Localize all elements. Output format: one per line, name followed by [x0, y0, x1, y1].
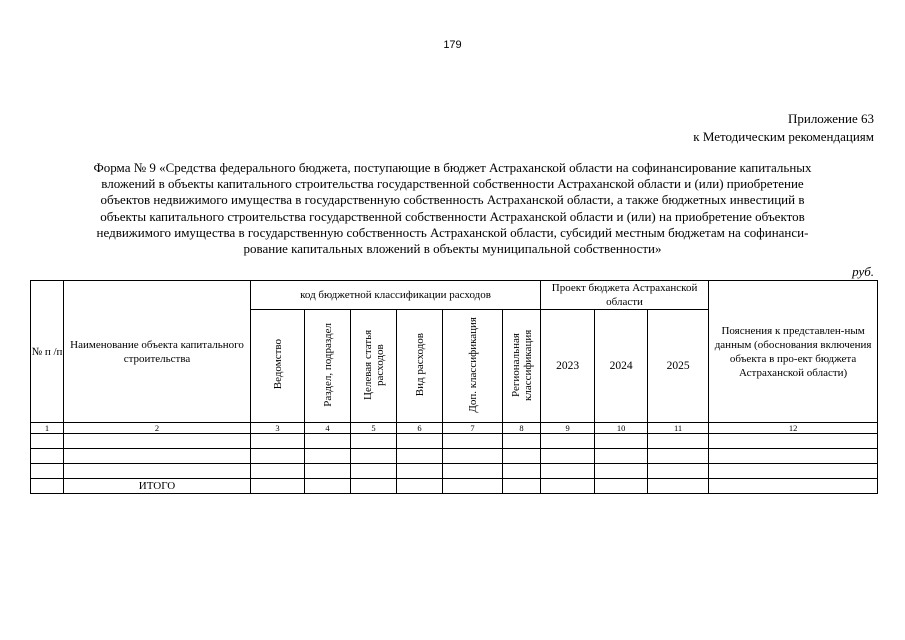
form-title-line: Форма № 9 «Средства федерального бюджета, поступающие в бюджет Астраханской области на софинансирование капитальных	[93, 160, 812, 175]
header-number: № п /п	[31, 281, 64, 423]
form-title-line: объекты капитального строительства государственной собственности Астраханской области и (или) на приобретение объектов	[100, 208, 805, 224]
header-notes: Пояснения к представлен-ным данным (обоснования включения объекта в про-ект бюджета Астраханской области)	[709, 281, 878, 423]
header-department: Ведомство	[251, 310, 305, 423]
appendix-line-1: Приложение 63	[787, 111, 874, 126]
header-year-2023: 2023	[541, 310, 595, 423]
header-budget-code-group: код бюджетной классификации расходов	[251, 281, 541, 310]
appendix-line-2: к Методическим рекомендациям	[693, 129, 874, 144]
header-year-2024: 2024	[595, 310, 648, 423]
header-section: Раздел, подраздел	[305, 310, 351, 423]
header-object-name: Наименование объекта капитального строительства	[64, 281, 251, 423]
header-regional-classification: Региональная классификация	[503, 310, 541, 423]
appendix-reference	[693, 110, 874, 146]
table-row	[31, 464, 878, 479]
table-row	[31, 449, 878, 464]
total-label: ИТОГО	[64, 479, 251, 494]
column-number: 12	[709, 423, 878, 434]
form-title-line: недвижимого имущества в государственную собственность Астраханской области, субсидий местным бюджетам на софинанси-	[96, 224, 809, 240]
column-number: 11	[648, 423, 709, 434]
column-number: 3	[251, 423, 305, 434]
column-number: 5	[351, 423, 397, 434]
column-number: 10	[595, 423, 648, 434]
column-number: 9	[541, 423, 595, 434]
header-year-2025: 2025	[648, 310, 709, 423]
budget-table	[30, 280, 878, 494]
page-number: 179	[443, 39, 462, 51]
column-number: 8	[503, 423, 541, 434]
header-target-item: Целевая статья расходов	[351, 310, 397, 423]
currency-unit: руб.	[852, 264, 874, 279]
form-title	[30, 160, 875, 257]
column-number-row	[31, 423, 878, 434]
form-title-line: вложений в объекты капитального строительства государственной собственности Астраханской области и (или) приобретение	[101, 176, 804, 192]
column-number: 6	[397, 423, 443, 434]
header-additional-classification: Доп. классификация	[443, 310, 503, 423]
column-number: 7	[443, 423, 503, 434]
table-row	[31, 434, 878, 449]
total-row	[31, 479, 878, 494]
form-title-line: рование капитальных вложений в объекты муниципальной собственности»	[243, 241, 662, 257]
column-number: 1	[31, 423, 64, 434]
header-budget-project-group: Проект бюджета Астраханской области	[541, 281, 709, 310]
header-expense-type: Вид расходов	[397, 310, 443, 423]
column-number: 2	[64, 423, 251, 434]
column-number: 4	[305, 423, 351, 434]
form-title-line: объектов недвижимого имущества в государственную собственность Астраханской области, а также бюджетных инвестиций в	[100, 192, 805, 208]
